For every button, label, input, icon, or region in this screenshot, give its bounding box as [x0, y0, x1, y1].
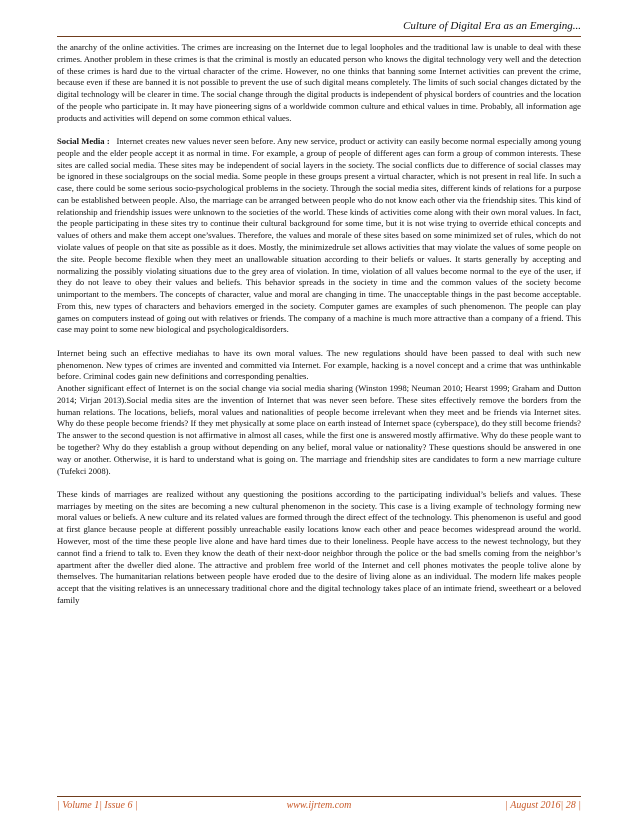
footer-divider — [57, 796, 581, 797]
paragraph-2-text: Internet creates new values never seen before. Any new service, product or activity can easily become normal especially among young people and the elder people accept it as normal in time. For example, a group of people of different ages can form a group of common interests. These sites are called social media. These sites may be independent of social layers in the society. The social conflicts due to difference of social classes may be ignored in these socialgroups on the social media. Some people in these groups present a virtual character, which is not present in real life. In such a case, there could be some serious socio-psychological problems in the society. Through the social media sites, different kinds of relations for a purpose can be established between people. Also, the marriage can be arranged between people who do not know each other via the friendship sites. This kind of relationship and friendship issues were unknown to the societies of the world. These kinds of activities come along with their own moral values. In fact, the people participating in these sites try to continue their cultural background for some time, but it is not wise trying to override ethical concepts and values of others and make them accept one’svalues. Therefore, the values and morale of these sites based on some minimized set of rules, which do not violate values of people on that site as possible as it does. Mostly, the minimizedrule set allows activities that may violate the values of some people on the site. People become flexible when they meet an unallowable situation according to their beliefs or values. It starts generally by accepting and normalizing the possibly violating situations due to the grey area of violation. In time, violation of all values become normal to the eye of the user, if they do not leave to obey their values and beliefs. This behavior spreads in the society in time and the common values of the society become unimportant to the members. The concepts of character, value and moral are changing in time. The unacceptable things in the past become acceptable. From this, new types of characters and behaviors emerged in the society. Computer games are examples of such phenomenon. The people can play games on computers instead of going out with relatives or friends. The company of a machine is much more attractive than a company of a friend. This case may point to some new biological and psychologicaldisorders. — [57, 135, 582, 335]
section-heading-social-media: Social Media : — [57, 135, 110, 146]
paragraph-3: Internet being such an effective mediahas to have its own moral values. The new regulations should have been passed to deal with such new phenomenon. New types of crimes are invented and committed via Internet. For example, hacking is a novel concept and a crime that was unthinkable before. Criminal codes gain new definitions and corresponding penalties. — [57, 347, 581, 382]
footer-volume-issue: | Volume 1| Issue 6 | — [57, 800, 138, 811]
article-body — [57, 42, 581, 618]
paragraph-5: These kinds of marriages are realized without any questioning the positions according to the participating individual’s beliefs and values. These marriages by meeting on the sites are becoming a new cultural phenomenon in the society. This case is a living example of technology forming new moral values or beliefs. A new culture and its related values are formed through the direct effect of the technology. This phenomenon is useful and good at first glance because people at different possibly unreachable easily locations know each other and peace becomes widespread around the world. However, most of the time these people live alone and have hard times due to their loneliness. People have access to the newest technology, but they cannot find a friend to talk to. Even they know the death of their next-door neighbor through the police or the bad smells coming from the neighbor’s apartment after the dweller died alone. The attractive and problem free world of the Internet and cell phones motivates the people tolive alone by themselves. The humanitarian relations between people have eroded due to the desire of living alone as an individual. The modern life makes people accept that the visiting relatives is an unnecessary traditional chore and the digital technology takes place of an intimate friend, sweetheart or a beloved family — [57, 488, 581, 605]
footer-website-link[interactable]: www.ijrtem.com — [286, 800, 352, 811]
paragraph-social-media — [57, 136, 581, 336]
footer-date-page: | August 2016| 28 | — [505, 800, 581, 811]
paragraph-4: Another significant effect of Internet is on the social change via social media sharing (Winston 1998; Neuman 2010; Hearst 1999; Graham and Dutton 2014; Virjan 2013).Social media sites are the invention of Internet that was never seen before. These sites effectively remove the borders from the human relations. The locations, beliefs, moral values and nationalities of people become irrelevant when they meet and be friends via Internet sites. Why do these people become friends? If they met physically at some place on earth instead of Internet space (cyberspace), do they still become friends? The answer to the second question is not affirmative in almost all cases, while the first one is answered mostly affirmative. Why do these people want to be together? Why do they establish a group without depending on any belief, moral value or nationality? These questions should be answered in one way or another. Otherwise, it is hard to understand what is going on. The marriage and friendship sites are candidates to form a new marriage culture (Tufekci 2008). — [57, 383, 581, 476]
paragraph-1: the anarchy of the online activities. The crimes are increasing on the Internet due to legal loopholes and the traditional law is unable to deal with these crimes. Another problem in these crimes is that the criminal is mostly an educated person who knows the digital technology very well and the detection of these crimes is hard due to the virtual character of the crime. However, no one thinks that banning some Internet activities can prevent the crime, because even if these are banned it is not possible to prevent the use of such digital means completely. The limits of such social changes dictated by the digital technology will be clearer in time. The social change through the digital products is independent of physical borders of countries and the location of the people who participate in. It may have pioneering signs of a worldwide common culture and ethical values in time. Probably, all information age products and activities will depend on some common ethical values. — [57, 42, 581, 123]
header-divider — [57, 36, 581, 37]
running-title: Culture of Digital Era as an Emerging... — [403, 20, 581, 32]
